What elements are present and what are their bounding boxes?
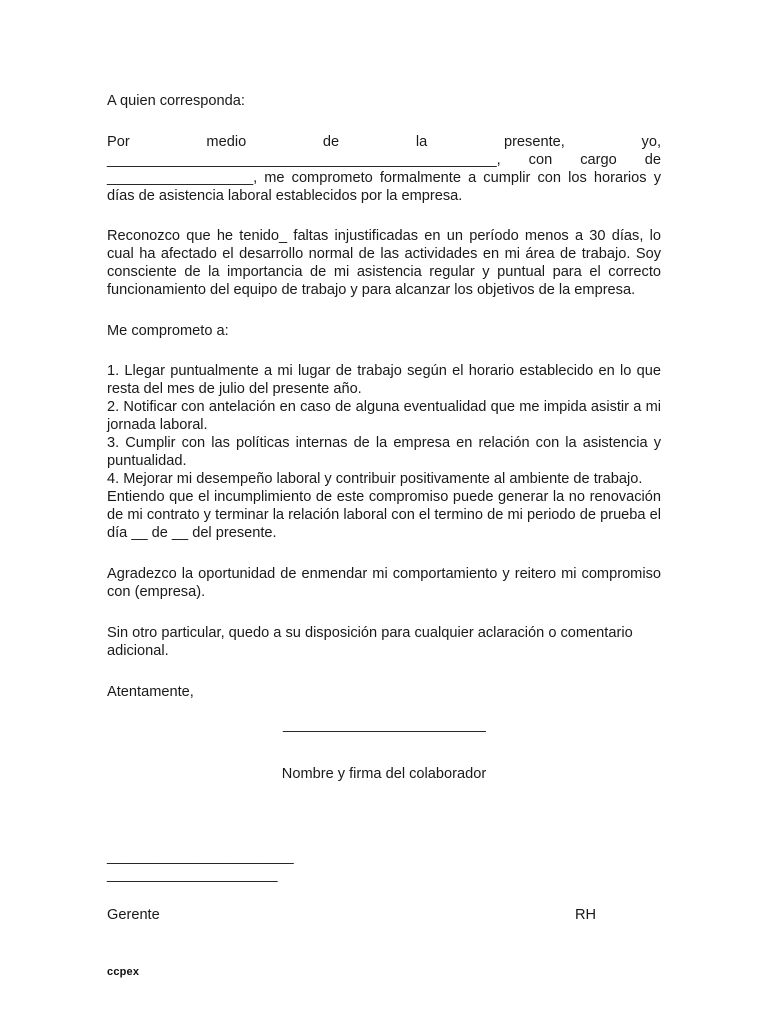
closing-paragraph: Sin otro particular, quedo a su disposición para cualquier aclaración o comentario adicional. xyxy=(107,625,633,659)
commitments-list xyxy=(107,362,661,542)
commitment-statement-paragraph: Por medio de la presente, yo, ________________________________________________, con cargo de __________________, me comprometo formalmente a cumplir con los horarios y días de asistencia laboral establecidos por la empresa. xyxy=(107,134,661,204)
rh-signature-line: _____________________ xyxy=(107,867,278,883)
commitment-item-3: 3. Cumplir con las políticas internas de la empresa en relación con la asistencia y puntualidad. xyxy=(107,435,661,469)
gerente-signature-line: _______________________ xyxy=(107,849,294,865)
collaborator-signature-label: Nombre y firma del colaborador xyxy=(281,766,487,782)
commitment-item-4: 4. Mejorar mi desempeño laboral y contribuir positivamente al ambiente de trabajo. xyxy=(107,471,643,487)
rh-label: RH xyxy=(575,907,597,923)
footer-logo: ccpex xyxy=(107,966,140,978)
commitment-item-2: 2. Notificar con antelación en caso de alguna eventualidad que me impida asistir a mi jornada laboral. xyxy=(107,399,661,433)
gerente-label: Gerente xyxy=(107,907,160,923)
commitment-item-1: 1. Llegar puntualmente a mi lugar de trabajo según el horario establecido en lo que resta del mes de julio del presente año. xyxy=(107,363,661,397)
letter-body xyxy=(107,92,661,701)
collaborator-signature-line: _________________________ xyxy=(283,717,486,733)
thanks-paragraph: Agradezco la oportunidad de enmendar mi comportamiento y reitero mi compromiso con (empresa). xyxy=(107,566,661,600)
sign-off: Atentamente, xyxy=(107,684,194,700)
approval-signature-lines xyxy=(107,848,294,884)
consequence-statement: Entiendo que el incumplimiento de este compromiso puede generar la no renovación de mi contrato y terminar la relación laboral con el termino de mi periodo de prueba el día __ de __ del presente. xyxy=(107,489,661,541)
commitments-intro: Me comprometo a: xyxy=(107,323,229,339)
absence-acknowledgement-paragraph: Reconozco que he tenido_ faltas injustificadas en un período menos a 30 días, lo cual ha afectado el desarrollo normal de las actividades en mi área de trabajo. Soy consciente de la importancia de mi asistencia regular y puntual para el correcto funcionamiento del equipo de trabajo y para alcanzar los objetivos de la empresa. xyxy=(107,228,661,298)
greeting: A quien corresponda: xyxy=(107,93,245,109)
